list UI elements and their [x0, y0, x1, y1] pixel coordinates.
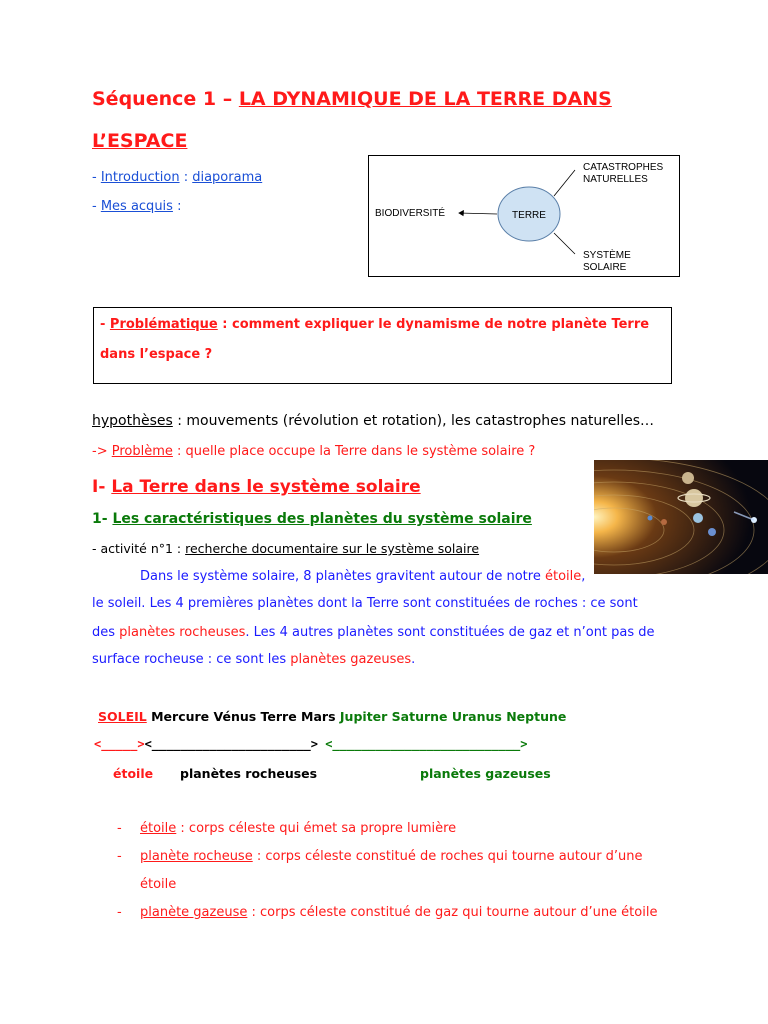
planets-line: [98, 709, 566, 724]
definition-bullet: -: [117, 849, 122, 864]
solar-system-illustration: [594, 460, 768, 574]
keyword-etoile: étoile: [544, 569, 582, 584]
arrow-gazeuses: <__________________________>: [325, 737, 528, 751]
acquis-line: [92, 199, 181, 214]
subsection-title: Les caractéristiques des planètes du système solaire: [112, 511, 532, 527]
arrow-biodiversity: [459, 213, 497, 214]
definition-text: : corps céleste constitué de gaz qui tourne autour d’une étoile: [247, 905, 658, 920]
paragraph-text: .: [411, 652, 416, 667]
line-catastrophes: [554, 170, 575, 196]
rocky-planets: Mercure Vénus Terre Mars: [151, 709, 336, 724]
acquis-link[interactable]: Mes acquis: [100, 199, 173, 214]
title-prefix: Séquence 1 –: [92, 88, 239, 110]
definition-text: : corps céleste qui émet sa propre lumière: [176, 821, 457, 836]
diagram-left-label: BIODIVERSITÉ: [375, 208, 446, 219]
paragraph-line4: [92, 652, 415, 667]
problematique-text: : comment expliquer le dynamisme de notre planète Terre: [217, 317, 650, 332]
intro-dash: -: [92, 170, 101, 185]
definition-text: : corps céleste constitué de roches qui tourne autour d’une: [252, 849, 643, 864]
keyword-planetes-rocheuses: planètes rocheuses: [119, 625, 246, 640]
arrow-etoile: <_____>: [94, 737, 145, 751]
subsection-heading: [92, 511, 532, 527]
probleme-label: Problème: [111, 444, 173, 459]
sun-label: SOLEIL: [98, 709, 147, 724]
line-systeme-solaire: [554, 233, 575, 254]
section-number: I-: [92, 477, 112, 497]
intro-line: [92, 170, 262, 185]
acquis-dash: -: [92, 199, 101, 214]
problematique-dash: -: [100, 317, 110, 332]
paragraph-line1: [140, 569, 585, 584]
diaporama-link[interactable]: diaporama: [192, 170, 263, 185]
paragraph-text: surface rocheuse : ce sont les: [92, 652, 291, 667]
arrow-rocheuses: <______________________>: [144, 737, 318, 751]
solar-system-image: [594, 460, 768, 574]
definition-planete-rocheuse: [140, 849, 643, 864]
probleme-text: : quelle place occupe la Terre dans le système solaire ?: [172, 444, 536, 459]
hypotheses-text: : mouvements (révolution et rotation), les catastrophes naturelles…: [172, 413, 655, 429]
page-title: [92, 88, 612, 110]
definition-bullet: -: [117, 905, 122, 920]
gas-planets: Jupiter Saturne Uranus Neptune: [339, 709, 567, 724]
keyword-planetes-gazeuses: planètes gazeuses: [290, 652, 412, 667]
hypotheses-label: hypothèses: [92, 413, 173, 429]
category-rocheuses: planètes rocheuses: [180, 766, 318, 781]
paragraph-line3: [92, 625, 655, 640]
category-arrows: [94, 737, 528, 751]
diagram-bottom-label-2: SOLAIRE: [583, 262, 627, 273]
probleme-arrow: ->: [92, 444, 112, 459]
definition-term: étoile: [140, 821, 177, 836]
page-title-line2: L’ESPACE: [92, 130, 188, 152]
section-heading: [92, 477, 421, 497]
subsection-number: 1-: [92, 511, 113, 527]
probleme-line: [92, 444, 535, 459]
problematique-line2: dans l’espace ?: [100, 347, 213, 362]
paragraph-line2: le soleil. Les 4 premières planètes dont la Terre sont constituées de roches : ce sont: [92, 596, 638, 611]
paragraph-text: . Les 4 autres planètes sont constituées de gaz et n’ont pas de: [245, 625, 655, 640]
paragraph-text: Dans le système solaire, 8 planètes gravitent autour de notre: [140, 569, 545, 584]
acquis-sep: :: [172, 199, 182, 214]
problematique-label: Problématique: [109, 317, 218, 332]
paragraph-text: des: [92, 625, 120, 640]
definition-continuation: étoile: [140, 877, 177, 892]
diagram-top-label-2: NATURELLES: [583, 174, 648, 185]
activity-line: [92, 541, 479, 556]
definition-bullet: -: [117, 821, 122, 836]
activity-prefix: - activité n°1 :: [92, 541, 186, 556]
diagram-center-label: TERRE: [512, 210, 546, 221]
hypotheses-line: [92, 413, 654, 429]
diagram-bottom-label-1: SYSTÈME: [583, 250, 631, 261]
concept-diagram-svg: [369, 156, 679, 276]
definition-term: planète rocheuse: [140, 849, 253, 864]
section-title: La Terre dans le système solaire: [111, 477, 421, 497]
title-main: LA DYNAMIQUE DE LA TERRE DANS: [238, 88, 612, 110]
definition-term: planète gazeuse: [140, 905, 248, 920]
paragraph-text: ,: [581, 569, 586, 584]
definition-planete-gazeuse: [140, 905, 657, 920]
category-etoile: étoile: [113, 766, 154, 781]
intro-sep: :: [179, 170, 193, 185]
concept-diagram: [368, 155, 680, 277]
diagram-top-label-1: CATASTROPHES: [583, 162, 664, 173]
problematique-line1: [100, 317, 649, 332]
category-gazeuses: planètes gazeuses: [420, 766, 551, 781]
definition-etoile: [140, 821, 456, 836]
activity-title: recherche documentaire sur le système solaire: [185, 541, 480, 556]
intro-label[interactable]: Introduction: [100, 170, 180, 185]
